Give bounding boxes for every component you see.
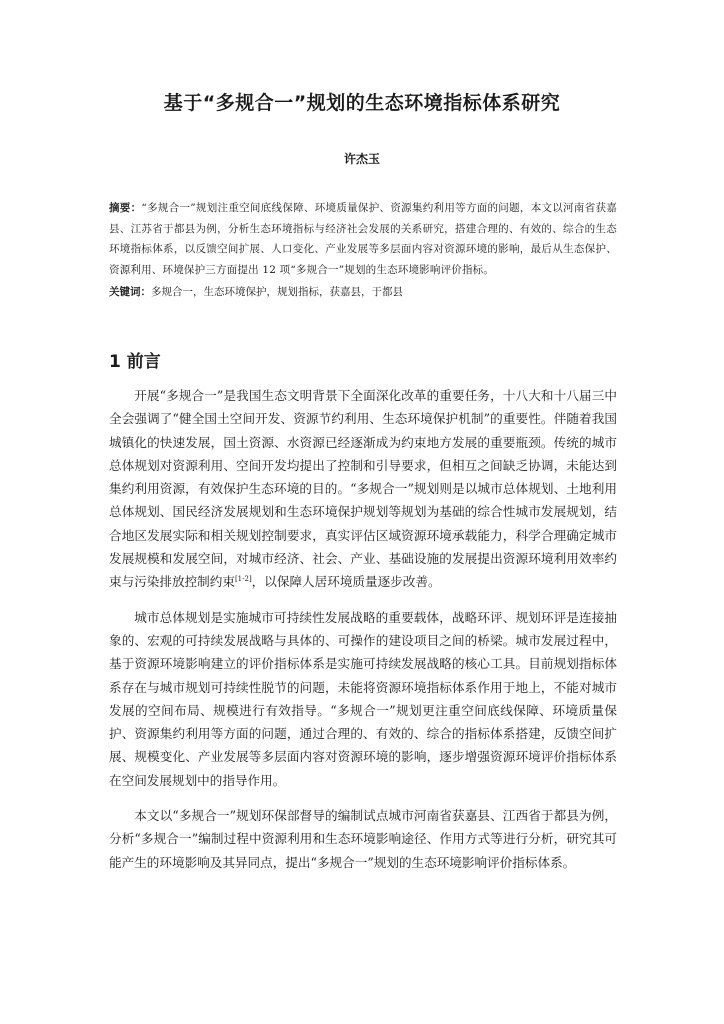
section-body [109, 384, 617, 886]
paragraph-1 [109, 384, 617, 594]
section-heading-introduction: 1 前言 [109, 352, 161, 372]
keywords [109, 282, 617, 302]
abstract [109, 198, 617, 280]
abstract-text: “多规合一”规划注重空间底线保障、环境质量保护、资源集约利用等方面的问题，本文以河南省获嘉县、江苏省于都县为例，分析生态环境指标与经济社会发展的关系研究，搭建合理的、有效的、综合的生态环境指标体系，以反馈空间扩展、人口变化、产业发展等多层面内容对资源环境的影响，最后从生态保护、资源利用、环境保护三方面提出 12 项“多规合一”规划的生态环境影响评价指标。 [109, 202, 617, 276]
keywords-label: 关键词： [109, 286, 151, 298]
keywords-text: 多规合一，生态环境保护，规划指标，获嘉县，于都县 [151, 286, 403, 298]
paragraph-2: 城市总体规划是实施城市可持续性发展战略的重要载体，战略环评、规划环评是连接抽象的、宏观的可持续发展战略与具体的、可操作的建设项目之间的桥梁。城市发展过程中，基于资源环境影响建立的评价指标体系是实施可持续发展战略的核心工具。目前规划指标体系存在与城市规划可持续性脱节的问题，未能将资源环境指标体系作用于地上，不能对城市发展的空间布局、规模进行有效指导。“多规合一”规划更注重空间底线保障、环境质量保护、资源集约利用等方面的问题，通过合理的、有效的、综合的指标体系搭建，反馈空间扩展、规模变化、产业发展等多层面内容对资源环境的影响，逐步增强资源环境评价指标体系在空间发展规划中的指导作用。 [109, 609, 617, 788]
paper-title: 基于“多规合一”规划的生态环境指标体系研究 [163, 92, 561, 114]
author-name: 许杰玉 [343, 152, 380, 166]
paragraph-1-tail: ，以保障人居环境质量逐步改善。 [251, 574, 441, 590]
paragraph-1-text: 开展“多规合一”是我国生态文明背景下全面深化改革的重要任务，十八大和十八届三中全会强调了“健全国土空间开发、资源节约利用、生态环境保护机制”的重要性。伴随着我国城镇化的快速发展，国土资源、水资源已经逐渐成为约束地方发展的重要瓶颈。传统的城市总体规划对资源利用、空间开发均提出了控制和引导要求，但相互之间缺乏协调，未能达到集约利用资源，有效保护生态环境的目的。“多规合一”规划则是以城市总体规划、土地利用总体规划、国民经济发展规划和生态环境保护规划等规划为基础的综合性城市发展规划，结合地区发展实际和相关规划控制要求，真实评估区域资源环境承载能力，科学合理确定城市发展规模和发展空间，对城市经济、社会、产业、基础设施的发展提出资源环境利用效率约束与污染排放控制约束 [109, 388, 617, 590]
paragraph-3: 本文以“多规合一”规划环保部督导的编制试点城市河南省获嘉县、江西省于都县为例，分析“多规合一”编制过程中资源利用和生态环境影响途径、作用方式等进行分析，研究其可能产生的环境影响及其异同点，提出“多规合一”规划的生态环境影响评价指标体系。 [109, 808, 617, 870]
abstract-label: 摘要： [109, 202, 142, 214]
citation: [1-2] [234, 575, 252, 584]
